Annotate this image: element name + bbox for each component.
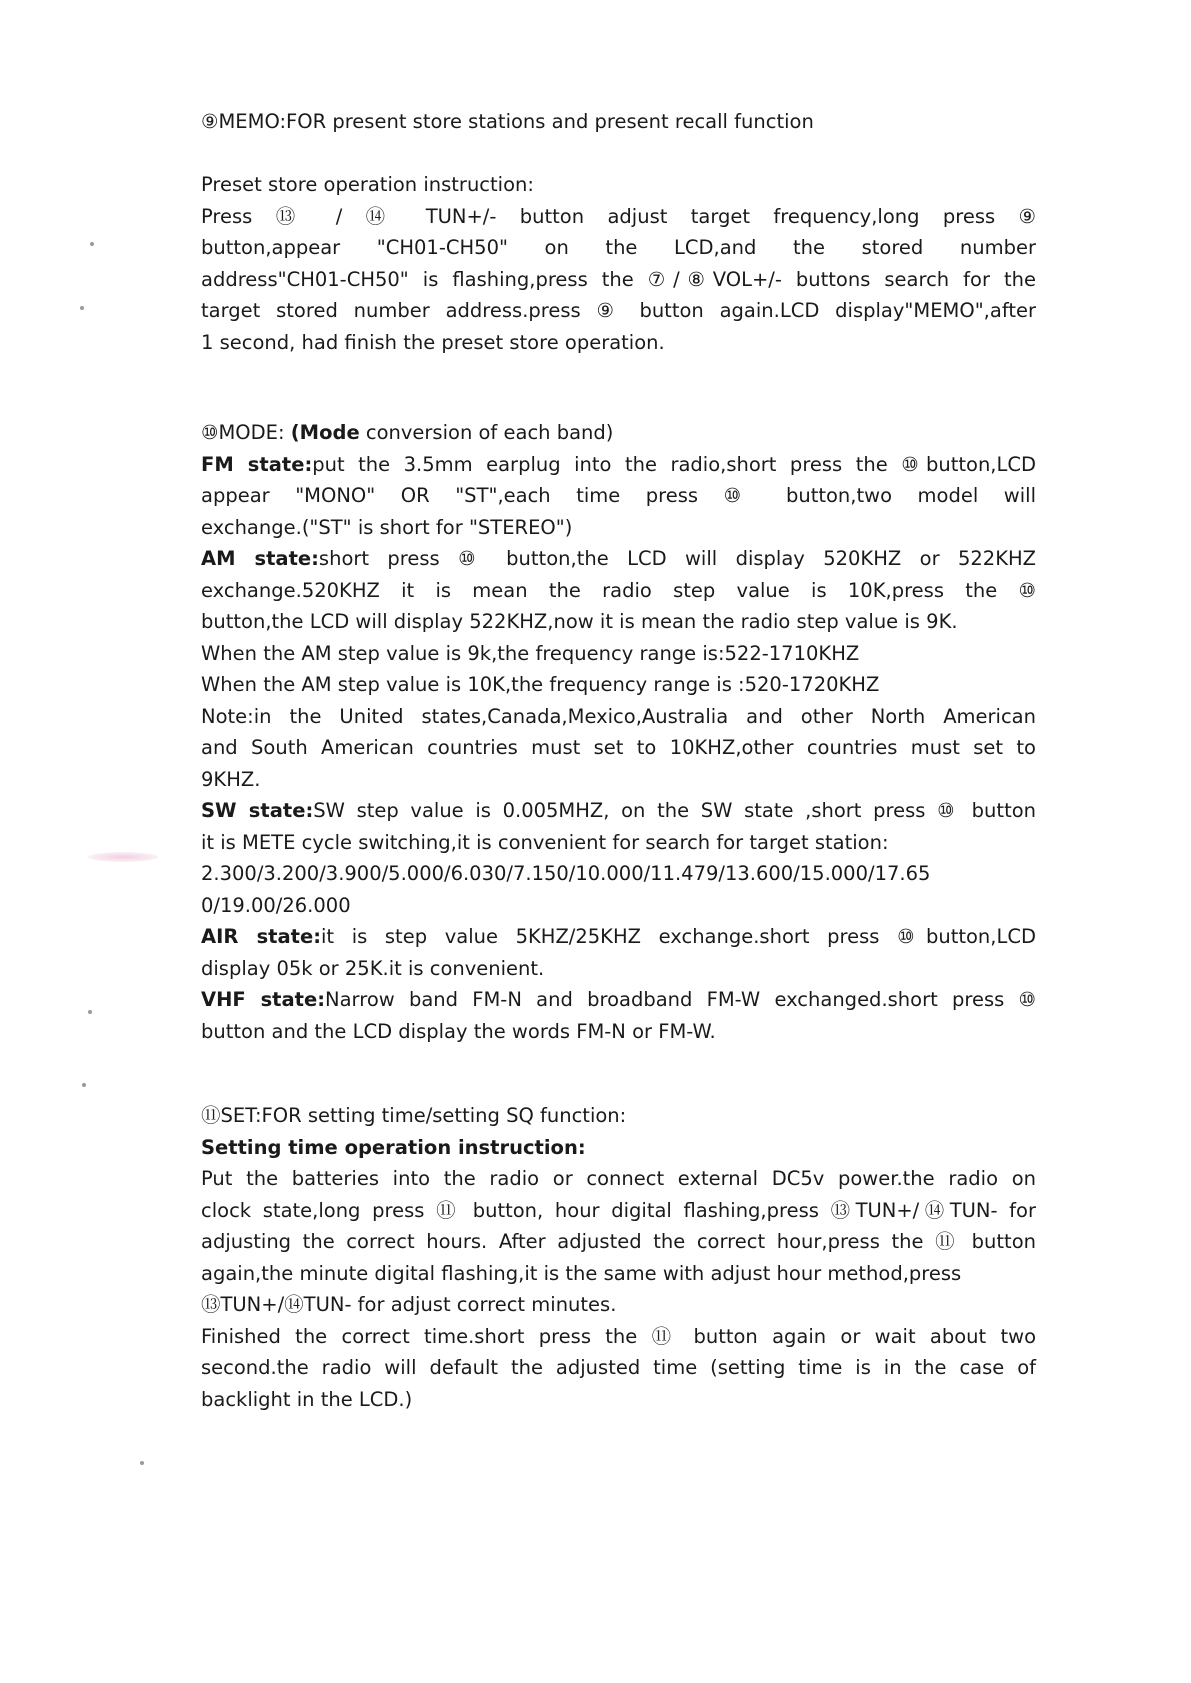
mode-title-bold: (Mode (290, 421, 360, 444)
sw-state-line: 2.300/3.200/3.900/5.000/6.030/7.150/10.000/11.479/13.600/15.000/17.65 (201, 862, 931, 885)
set-line: Put the batteries into the radio or connect external DC5v power.the radio on (201, 1167, 1036, 1190)
sw-state-line: it is METE cycle switching,it is convenient for search for target station: (201, 830, 889, 854)
sw-state-text: SW step value is 0.005MHZ, on the SW state ,short press ⑩ button (313, 799, 1036, 822)
scan-smudge (88, 852, 158, 862)
sw-state-line: 0/19.00/26.000 (201, 893, 351, 917)
am-state-line: When the AM step value is 10K,the frequency range is :520-1720KHZ (201, 673, 880, 696)
am-state-line: button,the LCD will display 522KHZ,now it is mean the radio step value is 9K. (201, 610, 958, 633)
mode-title-prefix: ⑩MODE: (201, 421, 291, 444)
fm-state-line (201, 449, 1036, 481)
set-line: second.the radio will default the adjusted time (setting time is in the case of (201, 1356, 1036, 1379)
scan-speck (88, 1010, 92, 1014)
mode-section (201, 417, 1036, 1047)
am-state-line: exchange.520KHZ it is mean the radio step value is 10K,press the ⑩ (201, 578, 1036, 602)
air-state-text: it is step value 5KHZ/25KHZ exchange.short press ⑩button,LCD (321, 925, 1036, 948)
scan-speck (82, 1083, 86, 1087)
sw-state-label: SW state: (201, 799, 314, 822)
mode-title-rest: conversion of each band) (359, 421, 614, 444)
memo-line: 1 second, had finish the preset store operation. (201, 330, 665, 354)
vhf-state-line (201, 984, 1036, 1016)
memo-line: button,appear "CH01-CH50" on the LCD,and the stored number (201, 236, 1036, 259)
vhf-state-label: VHF state: (201, 988, 326, 1011)
am-state-line: Note:in the United states,Canada,Mexico,Australia and other North American (201, 704, 1036, 728)
scan-speck (140, 1461, 144, 1465)
am-state-line (201, 543, 1036, 575)
memo-subtitle: Preset store operation instruction: (201, 173, 534, 196)
memo-section (201, 106, 1036, 358)
am-state-label: AM state: (201, 547, 319, 570)
vhf-state-line: button and the LCD display the words FM-N or FM-W. (201, 1019, 716, 1043)
air-state-line: display 05k or 25K.it is convenient. (201, 956, 545, 980)
fm-state-text: put the 3.5mm earplug into the radio,short press the ⑩button,LCD (312, 452, 1036, 476)
sw-state-line (201, 795, 1036, 827)
memo-line: address"CH01-CH50" is flashing,press the ⑦/⑧VOL+/- buttons search for the (201, 267, 1036, 291)
mode-title (201, 417, 1036, 449)
air-state-line (201, 921, 1036, 953)
air-state-label: AIR state: (201, 925, 322, 948)
set-line: backlight in the LCD.) (201, 1387, 413, 1411)
scan-speck (90, 242, 94, 246)
set-line: Finished the correct time.short press the ⑪ button again or wait about two (201, 1324, 1036, 1348)
memo-line: target stored number address.press ⑨ button again.LCD display"MEMO",after (201, 299, 1036, 322)
set-line: ⑬TUN+/⑭TUN- for adjust correct minutes. (201, 1293, 617, 1316)
vhf-state-text: Narrow band FM-N and broadband FM-W exchanged.short press ⑩ (325, 988, 1037, 1011)
am-state-line: and South American countries must set to 10KHZ,other countries must set to (201, 736, 1036, 759)
am-state-line: 9KHZ. (201, 767, 261, 791)
am-state-line: When the AM step value is 9k,the frequency range is:522-1710KHZ (201, 641, 860, 665)
set-subtitle: Setting time operation instruction: (201, 1135, 586, 1159)
memo-title: ⑨MEMO:FOR present store stations and present recall function (201, 110, 814, 133)
fm-state-label: FM state: (201, 452, 313, 476)
set-line: again,the minute digital flashing,it is the same with adjust hour method,press (201, 1261, 962, 1285)
set-section (201, 1100, 1036, 1415)
set-line: adjusting the correct hours. After adjusted the correct hour,press the ⑪ button (201, 1230, 1036, 1253)
memo-line: Press ⑬ / ⑭ TUN+/- button adjust target frequency,long press ⑨ (201, 204, 1036, 228)
set-title: ⑪SET:FOR setting time/setting SQ function: (201, 1104, 627, 1127)
am-state-text: short press ⑩ button,the LCD will display 520KHZ or 522KHZ (318, 547, 1037, 570)
set-line: clock state,long press ⑪ button, hour digital flashing,press ⑬TUN+/⑭TUN- for (201, 1198, 1036, 1222)
scan-speck (80, 306, 84, 310)
fm-state-line: exchange.("ST" is short for "STEREO") (201, 515, 573, 539)
fm-state-line: appear "MONO" OR "ST",each time press ⑩ button,two model will (201, 484, 1036, 507)
